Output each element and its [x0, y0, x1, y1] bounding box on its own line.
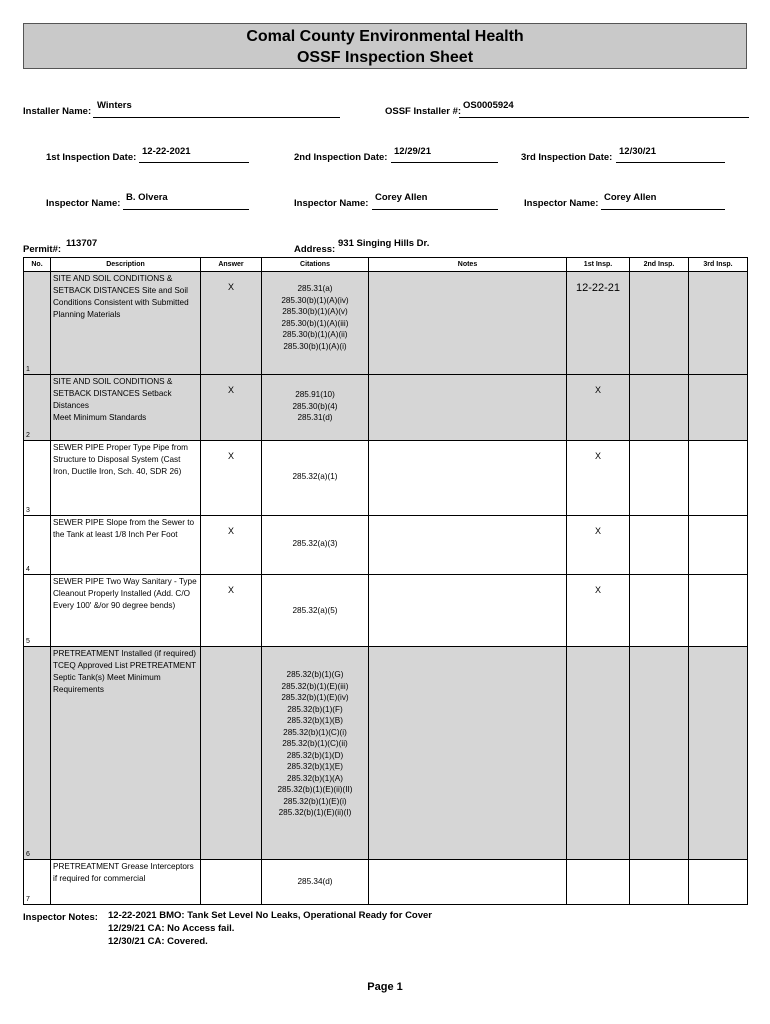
- row-description: PRETREATMENT Installed (if required) TCEQ Approved List PRETREATMENT Septic Tank(s) Meet Minimum Requirements: [51, 647, 201, 860]
- row-answer: X: [201, 575, 262, 647]
- inspector-notes-label: Inspector Notes:: [23, 912, 98, 923]
- page-number: Page 1: [367, 981, 403, 993]
- table-row: [24, 516, 748, 575]
- inspector3-label: Inspector Name:: [524, 198, 599, 209]
- insp3-date-value: 12/30/21: [619, 146, 656, 157]
- inspector2-label: Inspector Name:: [294, 198, 369, 209]
- row-notes: [369, 575, 567, 647]
- inspector3-underline: [601, 209, 725, 210]
- row-description-text: SITE AND SOIL CONDITIONS & SETBACK DISTANCES Setback Distances Meet Minimum Standards: [53, 377, 173, 422]
- row-insp2: [630, 575, 689, 647]
- insp3-date-underline: [616, 162, 725, 163]
- row-insp2: [630, 375, 689, 441]
- insp1-date-value: 12-22-2021: [142, 146, 191, 157]
- inspector1-underline: [123, 209, 249, 210]
- col-header-description: Description: [51, 258, 201, 272]
- inspector-note-line: 12-22-2021 BMO: Tank Set Level No Leaks, Operational Ready for Cover: [108, 910, 432, 921]
- address-value: 931 Singing Hills Dr.: [338, 238, 430, 249]
- row-insp2: [630, 647, 689, 860]
- row-number: 4: [24, 516, 51, 575]
- insp2-date-underline: [391, 162, 498, 163]
- row-insp2: [630, 272, 689, 375]
- title-line-1: Comal County Environmental Health: [246, 28, 524, 45]
- table-row: [24, 441, 748, 516]
- ossf-installer-label: OSSF Installer #:: [385, 106, 462, 117]
- row-answer: X: [201, 272, 262, 375]
- row-insp1: [567, 860, 630, 905]
- inspector1-label: Inspector Name:: [46, 198, 121, 209]
- col-header-no: No.: [24, 258, 51, 272]
- table-row: [24, 860, 748, 905]
- col-header-notes: Notes: [369, 258, 567, 272]
- row-answer: X: [201, 441, 262, 516]
- row-citations: 285.32(b)(1)(G) 285.32(b)(1)(E)(iii) 285.32(b)(1)(E)(iv) 285.32(b)(1)(F) 285.32(b)(1)(B) 285.32(b)(1)(C)(i) 285.32(b)(1)(C)(ii) 285.32(b)(1)(D) 285.32(b)(1)(E) 285.32(b)(1)(A) 285.32(b)(1)(E)(ii)(II) 285.32(b)(1)(E)(i) 285.32(b)(1)(E)(ii)(I): [262, 647, 369, 860]
- inspector2-value: Corey Allen: [375, 192, 428, 203]
- row-notes: [369, 375, 567, 441]
- installer-name-underline: [93, 117, 340, 118]
- insp2-date-label: 2nd Inspection Date:: [294, 152, 388, 163]
- row-notes: [369, 272, 567, 375]
- col-header-citations: Citations: [262, 258, 369, 272]
- inspection-table: [23, 257, 748, 905]
- row-description: [51, 375, 201, 441]
- row-answer: [201, 860, 262, 905]
- row-answer: [201, 647, 262, 860]
- row-insp1: X: [567, 375, 630, 441]
- row-number: 6: [24, 647, 51, 860]
- installer-name-value: Winters: [97, 100, 132, 111]
- col-header-answer: Answer: [201, 258, 262, 272]
- inspector-note-line: 12/29/21 CA: No Access fail.: [108, 923, 235, 934]
- row-citations: 285.31(a) 285.30(b)(1)(A)(iv) 285.30(b)(1)(A)(v) 285.30(b)(1)(A)(iii) 285.30(b)(1)(A)(ii) 285.30(b)(1)(A)(i): [262, 272, 369, 375]
- installer-name-label: Installer Name:: [23, 106, 92, 117]
- row-insp2: [630, 516, 689, 575]
- row-citations: 285.32(a)(3): [262, 516, 369, 575]
- row-insp3: [689, 575, 748, 647]
- inspector2-underline: [372, 209, 498, 210]
- permit-label: Permit#:: [23, 244, 62, 255]
- row-insp1: 12-22-21: [567, 272, 630, 375]
- table-row: [24, 272, 748, 375]
- row-notes: [369, 860, 567, 905]
- row-insp3: [689, 516, 748, 575]
- row-insp1: [567, 647, 630, 860]
- row-insp3: [689, 272, 748, 375]
- insp1-date-label: 1st Inspection Date:: [46, 152, 137, 163]
- row-number: 1: [24, 272, 51, 375]
- row-description: SEWER PIPE Slope from the Sewer to the Tank at least 1/8 Inch Per Foot: [51, 516, 201, 575]
- table-header-row: [24, 258, 748, 272]
- row-number: 7: [24, 860, 51, 905]
- row-number: 2: [24, 375, 51, 441]
- row-insp3: [689, 441, 748, 516]
- row-answer: X: [201, 516, 262, 575]
- row-insp1: X: [567, 575, 630, 647]
- permit-value: 113707: [66, 238, 98, 249]
- row-notes: [369, 441, 567, 516]
- inspector-notes: [108, 909, 432, 948]
- insp2-date-value: 12/29/21: [394, 146, 431, 157]
- row-insp1: X: [567, 516, 630, 575]
- inspector3-value: Corey Allen: [604, 192, 657, 203]
- col-header-insp1: 1st Insp.: [567, 258, 630, 272]
- row-description: SEWER PIPE Two Way Sanitary - Type Cleanout Properly Installed (Add. C/O Every 100' &/or 90 degree bends): [51, 575, 201, 647]
- inspector-note-line: 12/30/21 CA: Covered.: [108, 936, 208, 947]
- row-insp2: [630, 860, 689, 905]
- row-number: 3: [24, 441, 51, 516]
- row-notes: [369, 647, 567, 860]
- row-insp3: [689, 860, 748, 905]
- address-label: Address:: [294, 244, 336, 255]
- row-insp3: [689, 375, 748, 441]
- row-citations: 285.34(d): [262, 860, 369, 905]
- row-insp1: X: [567, 441, 630, 516]
- table-row: [24, 647, 748, 860]
- row-insp2: [630, 441, 689, 516]
- ossf-installer-underline: [459, 117, 749, 118]
- ossf-installer-value: OS0005924: [463, 100, 514, 111]
- row-description: SITE AND SOIL CONDITIONS & SETBACK DISTANCES Site and Soil Conditions Consistent with Submitted Planning Materials: [51, 272, 201, 375]
- row-citations: 285.91(10) 285.30(b)(4) 285.31(d): [262, 375, 369, 441]
- row-description: SEWER PIPE Proper Type Pipe from Structure to Disposal System (Cast Iron, Ductile Iron, Sch. 40, SDR 26): [51, 441, 201, 516]
- col-header-insp3: 3rd Insp.: [689, 258, 748, 272]
- row-description: PRETREATMENT Grease Interceptors if required for commercial: [51, 860, 201, 905]
- table-row: [24, 575, 748, 647]
- row-insp3: [689, 647, 748, 860]
- insp3-date-label: 3rd Inspection Date:: [521, 152, 613, 163]
- insp1-date-underline: [139, 162, 249, 163]
- row-notes: [369, 516, 567, 575]
- col-header-insp2: 2nd Insp.: [630, 258, 689, 272]
- inspector1-value: B. Olvera: [126, 192, 168, 203]
- title-line-2: OSSF Inspection Sheet: [296, 49, 474, 66]
- row-answer: X: [201, 375, 262, 441]
- row-citations: 285.32(a)(5): [262, 575, 369, 647]
- row-number: 5: [24, 575, 51, 647]
- table-row: [24, 375, 748, 441]
- row-citations: 285.32(a)(1): [262, 441, 369, 516]
- document-title-box: [23, 23, 747, 69]
